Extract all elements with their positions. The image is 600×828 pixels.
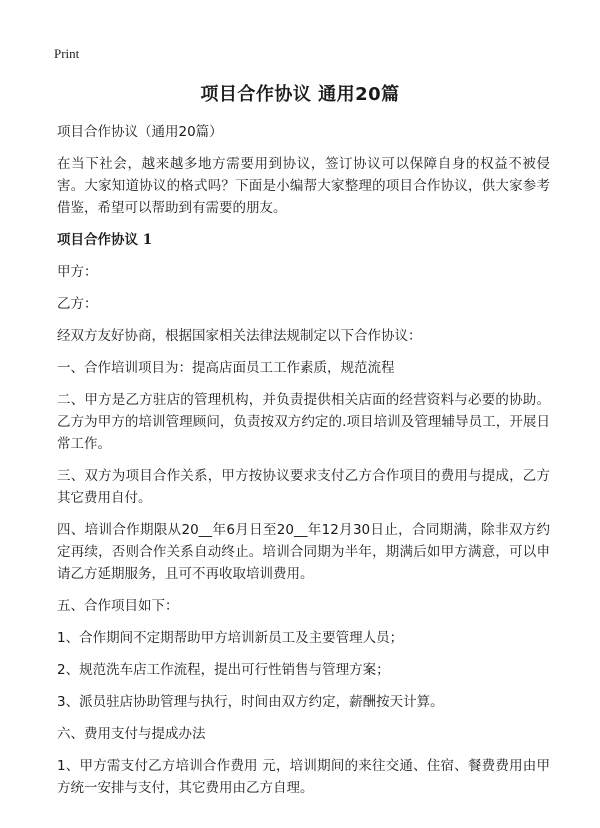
clause-6: 六、费用支付与提成办法 — [57, 726, 206, 742]
clause-2: 二、甲方是乙方驻店的管理机构，并负责提供相关店面的经营资料与必要的协助。乙方为甲方的培训管理顾问，负责按双方约定的.项目培训及管理辅导员工，开展日常工作。 — [57, 392, 550, 452]
document-title: 项目合作协议 通用20篇 — [200, 84, 400, 105]
agreement-preamble: 经双方友好协商，根据国家相关法律法规制定以下合作协议： — [57, 328, 422, 344]
clause-3: 三、双方为项目合作关系，甲方按协议要求支付乙方合作项目的费用与提成，乙方其它费用自付。 — [57, 468, 550, 506]
print-link[interactable]: Print — [54, 46, 80, 61]
clause-5-item-1: 1、合作期间不定期帮助甲方培训新员工及主要管理人员； — [57, 630, 404, 646]
party-b-line: 乙方： — [57, 296, 98, 312]
clause-6-item-1: 1、甲方需支付乙方培训合作费用 元，培训期间的来往交通、住宿、餐费费用由甲方统一安排与支付，其它费用由乙方自理。 — [57, 758, 550, 796]
document-subtitle: 项目合作协议（通用20篇） — [57, 124, 223, 140]
clause-5-item-2: 2、规范洗车店工作流程，提出可行性销售与管理方案； — [57, 662, 390, 678]
clause-1: 一、合作培训项目为：提高店面员工工作素质，规范流程 — [57, 360, 395, 376]
party-a-line: 甲方： — [57, 264, 98, 280]
clause-4: 四、培训合作期限从20__年6月日至20__年12月30日止，合同期满，除非双方约定再续，否则合作关系自动终止。培训合同期为半年，期满后如甲方满意，可以申请乙方延期服务，且可不再收取培训费用。 — [57, 522, 550, 582]
clause-5-item-3: 3、派员驻店协助管理与执行，时间由双方约定，薪酬按天计算。 — [57, 694, 444, 710]
document-body — [57, 121, 550, 809]
section-heading: 项目合作协议 1 — [57, 232, 153, 248]
intro-paragraph: 在当下社会，越来越多地方需要用到协议，签订协议可以保障自身的权益不被侵害。大家知道协议的格式吗？下面是小编帮大家整理的项目合作协议，供大家参考借鉴，希望可以帮助到有需要的朋友。 — [57, 156, 550, 216]
clause-5: 五、合作项目如下： — [57, 598, 179, 614]
